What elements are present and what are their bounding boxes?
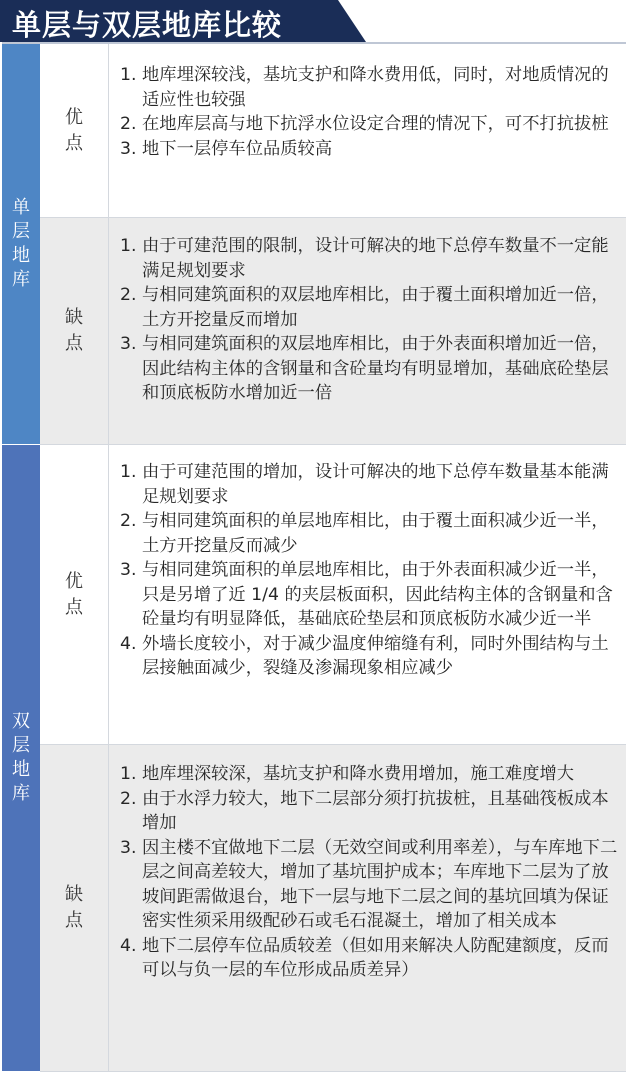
item-number: 4.: [120, 935, 137, 956]
list-item: [120, 934, 618, 983]
item-text: 与相同建筑面积的双层地库相比，由于外表面积增加近一倍，因此结构主体的含钢量和含砼量均有明显增加，基础底砼垫层和顶底板防水增加近一倍: [142, 334, 609, 403]
item-number: 3.: [120, 560, 137, 580]
list-item: [120, 283, 618, 332]
item-text: 与相同建筑面积的双层地库相比，由于覆土面积增加近一倍，土方开挖量反而增加: [142, 285, 609, 330]
row-double-pros: [40, 445, 626, 745]
list-item: [120, 762, 618, 787]
item-number: 2.: [120, 788, 137, 809]
item-text: 地库埋深较深，基坑支护和降水费用增加，施工难度增大: [142, 764, 575, 784]
row-single-pros: [40, 44, 626, 218]
item-number: 2.: [120, 511, 137, 531]
item-list: [120, 234, 618, 406]
item-number: 1.: [120, 462, 137, 482]
group-single-level: [2, 44, 626, 444]
row-double-cons: [40, 745, 626, 1072]
item-number: 4.: [120, 633, 137, 654]
item-number: 2.: [120, 285, 137, 305]
list-item: [120, 112, 618, 137]
group-label-text: 单层地库: [12, 197, 30, 290]
list-item: [120, 332, 618, 406]
item-number: 3.: [120, 334, 137, 354]
group-label: [2, 445, 40, 1071]
item-text: 因主楼不宜做地下二层（无效空间或利用率差），与车库地下二层之间高差较大，增加了基坑围护成本；车库地下二层为了放坡间距需做退台，地下一层与地下二层之间的基坑回填为保证密实性须采用级配砂石或毛石混凝土，增加了相关成本: [142, 837, 618, 931]
item-number: 3.: [120, 837, 137, 858]
item-text: 在地库层高与地下抗浮水位设定合理的情况下，可不打抗拔桩: [142, 114, 609, 134]
list-item: [120, 558, 618, 632]
item-number: 1.: [120, 65, 137, 85]
list-item: [120, 63, 618, 112]
item-number: 1.: [120, 764, 137, 784]
group-double-level: [2, 445, 626, 1071]
row-label: [40, 44, 109, 217]
item-number: 2.: [120, 114, 137, 134]
item-text: 与相同建筑面积的单层地库相比，由于覆土面积减少近一半，土方开挖量反而减少: [142, 511, 609, 556]
list-item: [120, 632, 618, 681]
list-item: [120, 836, 618, 934]
group-label: [2, 44, 40, 444]
page-title: 单层与双层地库比较: [12, 8, 283, 42]
item-list: [120, 762, 618, 983]
list-item: [120, 460, 618, 509]
item-text: 由于可建范围的增加，设计可解决的地下总停车数量基本能满足规划要求: [142, 462, 609, 507]
row-label: [40, 218, 109, 444]
item-number: 1.: [120, 236, 137, 256]
row-label: [40, 745, 109, 1071]
row-label-text: 优点: [65, 570, 83, 618]
item-list: [120, 460, 618, 681]
item-text: 地库埋深较浅，基坑支护和降水费用低，同时，对地质情况的适应性也较强: [142, 65, 609, 110]
item-text: 由于水浮力较大，地下二层部分须打抗拔桩，且基础筏板成本增加: [142, 788, 609, 833]
comparison-table: [2, 42, 626, 1071]
row-label-text: 缺点: [65, 884, 83, 931]
list-item: [120, 509, 618, 558]
list-item: [120, 234, 618, 283]
row-label-text: 缺点: [65, 307, 83, 354]
list-item: [120, 137, 618, 162]
item-text: 由于可建范围的限制，设计可解决的地下总停车数量不一定能满足规划要求: [142, 236, 609, 281]
row-label: [40, 445, 109, 744]
item-number: 3.: [120, 138, 137, 159]
item-text: 地下二层停车位品质较差（但如用来解决人防配建额度，反而可以与负一层的车位形成品质差异）: [142, 935, 609, 980]
group-label-text: 双层地库: [12, 711, 30, 804]
item-text: 与相同建筑面积的单层地库相比，由于外表面积减少近一半，只是另增了近 1/4 的夹层板面积，因此结构主体的含钢量和含砼量均有明显降低，基础底砼垫层和顶底板防水减少近一半: [142, 560, 613, 629]
item-text: 地下一层停车位品质较高: [142, 138, 333, 159]
row-label-text: 优点: [65, 106, 83, 154]
item-text: 外墙长度较小，对于减少温度伸缩缝有利，同时外围结构与土层接触面减少，裂缝及渗漏现象相应减少: [142, 633, 609, 678]
row-single-cons: [40, 218, 626, 445]
list-item: [120, 787, 618, 836]
item-list: [120, 63, 618, 161]
